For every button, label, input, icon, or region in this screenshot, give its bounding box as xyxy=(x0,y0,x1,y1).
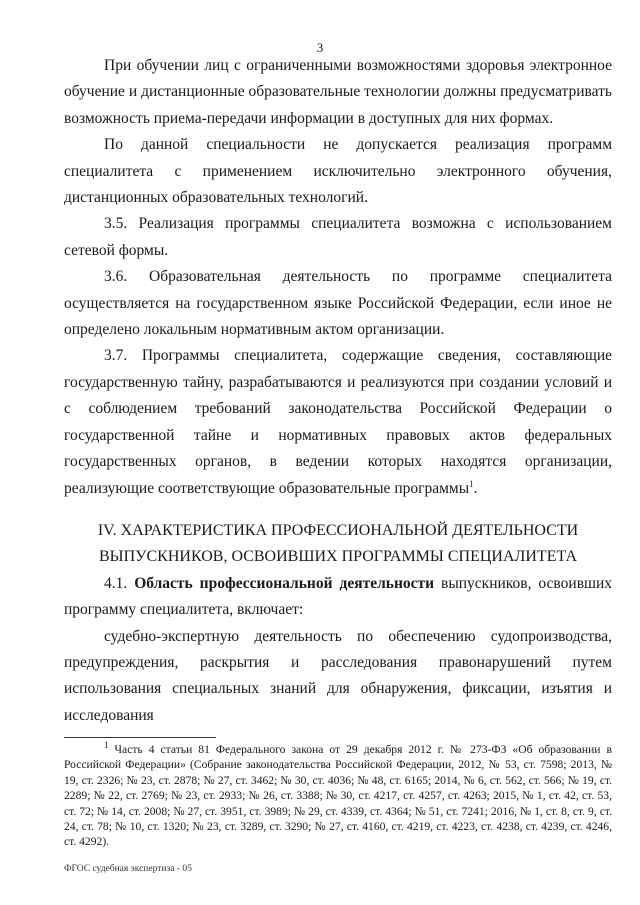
paragraph-4-1-number: 4.1. xyxy=(104,574,128,592)
paragraph-3-6: 3.6. Образовательная деятельность по программе специалитета осуществляется на государственном языке Российской Федерации, если иное не определено локальным нормативным актом организации. xyxy=(64,268,612,339)
paragraph-4-1-rest: выпускников, освоивших программу специалитета, включает: xyxy=(64,574,612,619)
section-heading-line-2: ВЫПУСКНИКОВ, ОСВОИВШИХ ПРОГРАММЫ СПЕЦИАЛИТЕТА xyxy=(99,548,577,566)
section-heading-line-1: IV. ХАРАКТЕРИСТИКА ПРОФЕССИОНАЛЬНОЙ ДЕЯТЕЛЬНОСТИ xyxy=(97,521,579,539)
paragraph-3-7 xyxy=(64,343,612,501)
footnote-paragraph xyxy=(64,742,612,850)
footnote-separator xyxy=(64,737,216,738)
section-heading xyxy=(64,518,612,571)
footnote-text: Часть 4 статьи 81 Федерального закона от 29 декабря 2012 г. № 273-ФЗ «Об образовании в Российской Федерации» (Собрание законодательства Российской Федерации, 2012, № 53, ст. 7598; 2013, № 19, ст. 2326; № 23, ст. 2878; № 27, ст. 3462; № 30, ст. 4036; № 48, ст. 6165; 2014, № 6, ст. 562, ст. 566; № 19, ст. 2289; № 22, ст. 2769; № 23, ст. 2933; № 26, ст. 3388; № 30, ст. 4217, ст. 4257, ст. 4263; 2015, № 1, ст. 42, ст. 53, ст. 72; № 14, ст. 2008; № 27, ст. 3951, ст. 3989; № 29, ст. 4339, ст. 4364; № 51, ст. 7241; 2016, № 1, ст. 8, ст. 9, ст. 24, ст. 78; № 10, ст. 1320; № 23, ст. 3289, ст. 3290; № 27, ст. 4160, ст. 4219, ст. 4223, ст. 4238, ст. 4239, ст. 4246, ст. 4292). xyxy=(64,743,612,849)
paragraph-3-7-text: 3.7. Программы специалитета, содержащие сведения, составляющие государственную тайну, разрабатываются и реализуются при создании условий и с соблюдением требований законодательства Российской Федерации о государственной тайне и нормативных правовых актов федеральных государственных органов, в ведении которых находятся организации, реализующие соответствующие образовательные программы xyxy=(64,347,612,497)
document-body xyxy=(64,53,612,729)
footnote-reference: 1 xyxy=(469,478,474,489)
footnote-marker: 1 xyxy=(104,740,109,751)
paragraph-distance-learning: При обучении лиц с ограниченными возможностями здоровья электронное обучение и дистанционные образовательные технологии должны предусматривать возможность приема-передачи информации в доступных для них формах. xyxy=(64,57,612,127)
paragraph-4-1 xyxy=(64,571,612,624)
paragraph-3-7-end: . xyxy=(473,479,478,497)
paragraph-specialty-restriction: По данной специальности не допускается реализация программ специалитета с применением исключительно электронного обучения, дистанционных образовательных технологий. xyxy=(64,136,612,207)
paragraph-3-5: 3.5. Реализация программы специалитета возможна с использованием сетевой формы. xyxy=(64,215,612,259)
footnote xyxy=(64,742,612,850)
page-number: 3 xyxy=(316,40,324,55)
paragraph-forensic-activity: судебно-экспертную деятельность по обеспечению судопроизводства, предупреждения, раскрытия и расследования правонарушений путем использования специальных знаний для обнаружения, фиксации, изъятия и исследования xyxy=(64,627,612,724)
paragraph-4-1-bold: Область профессиональной деятельности xyxy=(134,574,435,592)
page-footer: ФГОС судебная экспертиза - 05 xyxy=(64,864,192,874)
